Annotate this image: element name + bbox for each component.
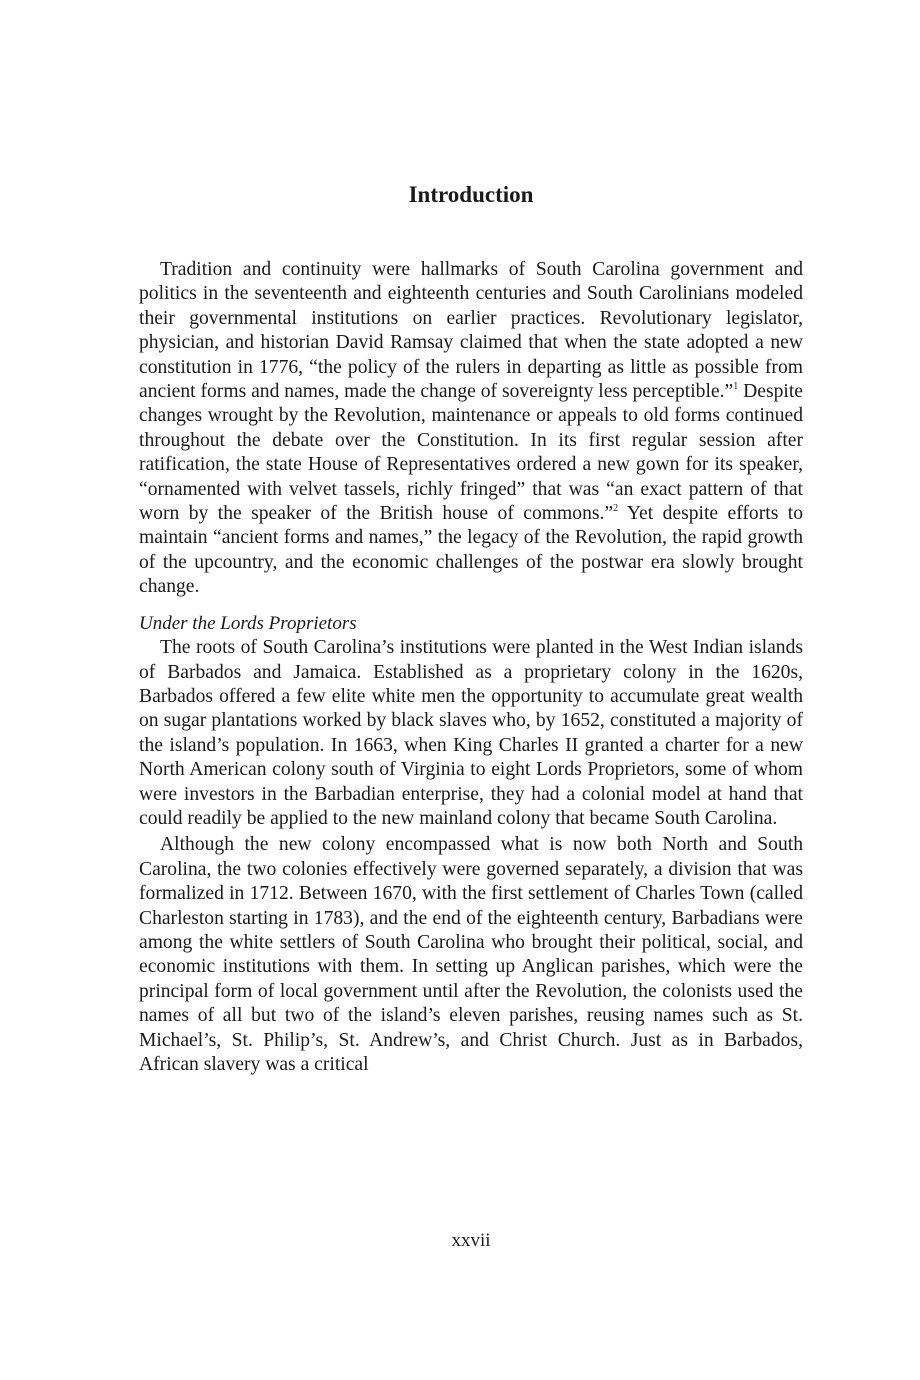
paragraph-2: The roots of South Carolina’s institutions were planted in the West Indian islands of Barbados and Jamaica. Established as a proprietary colony in the 1620s, Barbados offered a few elite white men the opportunity to accumulate great wealth on sugar plantations worked by black slaves who, by 1652, constituted a majority of the island’s population. In 1663, when King Charles II granted a charter for a new North American colony south of Virginia to eight Lords Proprietors, some of whom were investors in the Barbadian enterprise, they had a colonial model at hand that could readily be applied to the new mainland colony that became South Carolina. — [139, 637, 803, 829]
chapter-title: Introduction — [408, 182, 534, 207]
paragraph-1-part-a: Tradition and continuity were hallmarks of South Carolina government and politics in the seventeenth and eighteenth centuries and South Carolinians modeled their governmental institutions on earlier practices. Revolutionary legislator, physician, and historian David Ramsay claimed that when the state adopted a new constitution in 1776, “the policy of the rulers in departing as little as possible from ancient forms and names, made the change of sovereignty less perceptible.” — [139, 259, 803, 403]
paragraph-1-part-b: Despite changes wrought by the Revolution, maintenance or appeals to old forms continued throughout the debate over the Constitution. In its first regular session after ratification, the state House of Representatives ordered a new gown for its speaker, “ornamented with velvet tassels, richly fringed” that was “an exact pattern of that worn by the speaker of the British house of commons.” — [139, 381, 803, 525]
footnote-marker-2: 2 — [613, 503, 619, 515]
footnote-marker-1: 1 — [733, 381, 739, 393]
section-heading: Under the Lords Proprietors — [139, 612, 357, 634]
paragraph-3: Although the new colony encompassed what is now both North and South Carolina, the two colonies effectively were governed separately, a division that was formalized in 1712. Between 1670, with the first settlement of Charles Town (called Charleston starting in 1783), and the end of the eighteenth century, Barbadians were among the white settlers of South Carolina who brought their political, social, and economic institutions with them. In setting up Anglican parishes, which were the principal form of local government until after the Revolution, the colonists used the names of all but two of the island’s eleven parishes, reusing names such as St. Michael’s, St. Philip’s, St. Andrew’s, and Christ Church. Just as in Barbados, African slavery was a critical — [139, 834, 803, 1075]
page-number: xxvii — [451, 1230, 491, 1251]
body-text — [139, 258, 803, 1077]
paragraph-1-part-c: Yet despite efforts to maintain “ancient forms and names,” the legacy of the Revolution, the rapid growth of the upcountry, and the economic challenges of the postwar era slowly brought change. — [139, 503, 804, 598]
paragraph-1 — [139, 258, 803, 600]
